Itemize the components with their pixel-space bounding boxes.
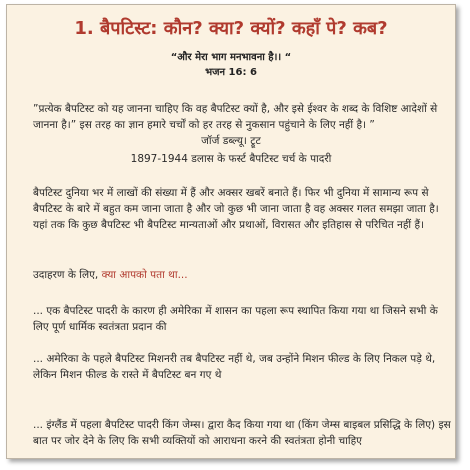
- page-title: 1. बैपटिस्ट: कौन? क्या? क्यों? कहाँ पे? कब?: [74, 18, 388, 39]
- verse-reference: भजन 16: 6: [205, 67, 257, 78]
- document-page: [6, 4, 456, 459]
- quote-author: जॉर्ज डब्ल्यू। ट्रूट: [201, 135, 261, 147]
- quote-author-description: 1897-1944 डलास के फर्स्ट बैपटिस्ट चर्च के पादरी: [130, 153, 332, 165]
- fact-item-3: ... इंग्लैंड में पहला बैपटिस्ट पादरी किंग जेम्स। द्वारा कैद किया गया था (किंग जेम्स बाइबल प्रसिद्धि के लिए) इस बात पर जोर देने के लिए कि सभी व्यक्तियों को आराधना करने की स्वतंत्रता होनी चाहिए: [33, 419, 451, 447]
- fact-item-2: ... अमेरिका के पहले बैपटिस्ट मिशनरी तब बैपटिस्ट नहीं थे, जब उन्होंने मिशन फील्ड के लिए निकल पड़े थे, लेकिन मिशन फील्ड के रास्ते में बैपटिस्ट बन गए थे: [33, 353, 436, 381]
- verse-text: “और मेरा भाग मनभावना है।। “: [170, 52, 292, 63]
- example-highlight: क्या आपको पता था...: [101, 269, 188, 281]
- quote-text: ”प्रत्येक बैपटिस्ट को यह जानना चाहिए कि वह बैपटिस्ट क्यों है, और इसे ईश्वर के शब्द के विशिष्ट आदेशों से जानना है।” इस तरह का ज्ञान हमारे चर्चों को हर तरह से नुकसान पहुंचाने के लिए नहीं है। ”: [33, 103, 438, 131]
- fact-item-1: ... एक बैपटिस्ट पादरी के कारण ही अमेरिका में शासन का पहला रूप स्थापित किया गया था जिसने सभी के लिए पूर्ण धार्मिक स्वतंत्रता प्रदान की: [33, 305, 438, 333]
- example-prefix: उदाहरण के लिए,: [33, 269, 102, 281]
- intro-paragraph: बैपटिस्ट दुनिया भर में लाखों की संख्या में हैं और अक्सर खबरें बनाते हैं। फिर भी दुनिया में सामान्य रूप से बैपटिस्ट के बारे में बहुत कम जाना जाता है और जो कुछ भी जाना जाता है वह अक्सर गलत समझा जाता है। यहां तक कि कुछ बैपटिस्ट भी बैपटिस्ट मान्यताओं और प्रथाओं, विरासत और इतिहास से परिचित नहीं हैं।: [33, 187, 439, 231]
- example-line: [33, 267, 451, 283]
